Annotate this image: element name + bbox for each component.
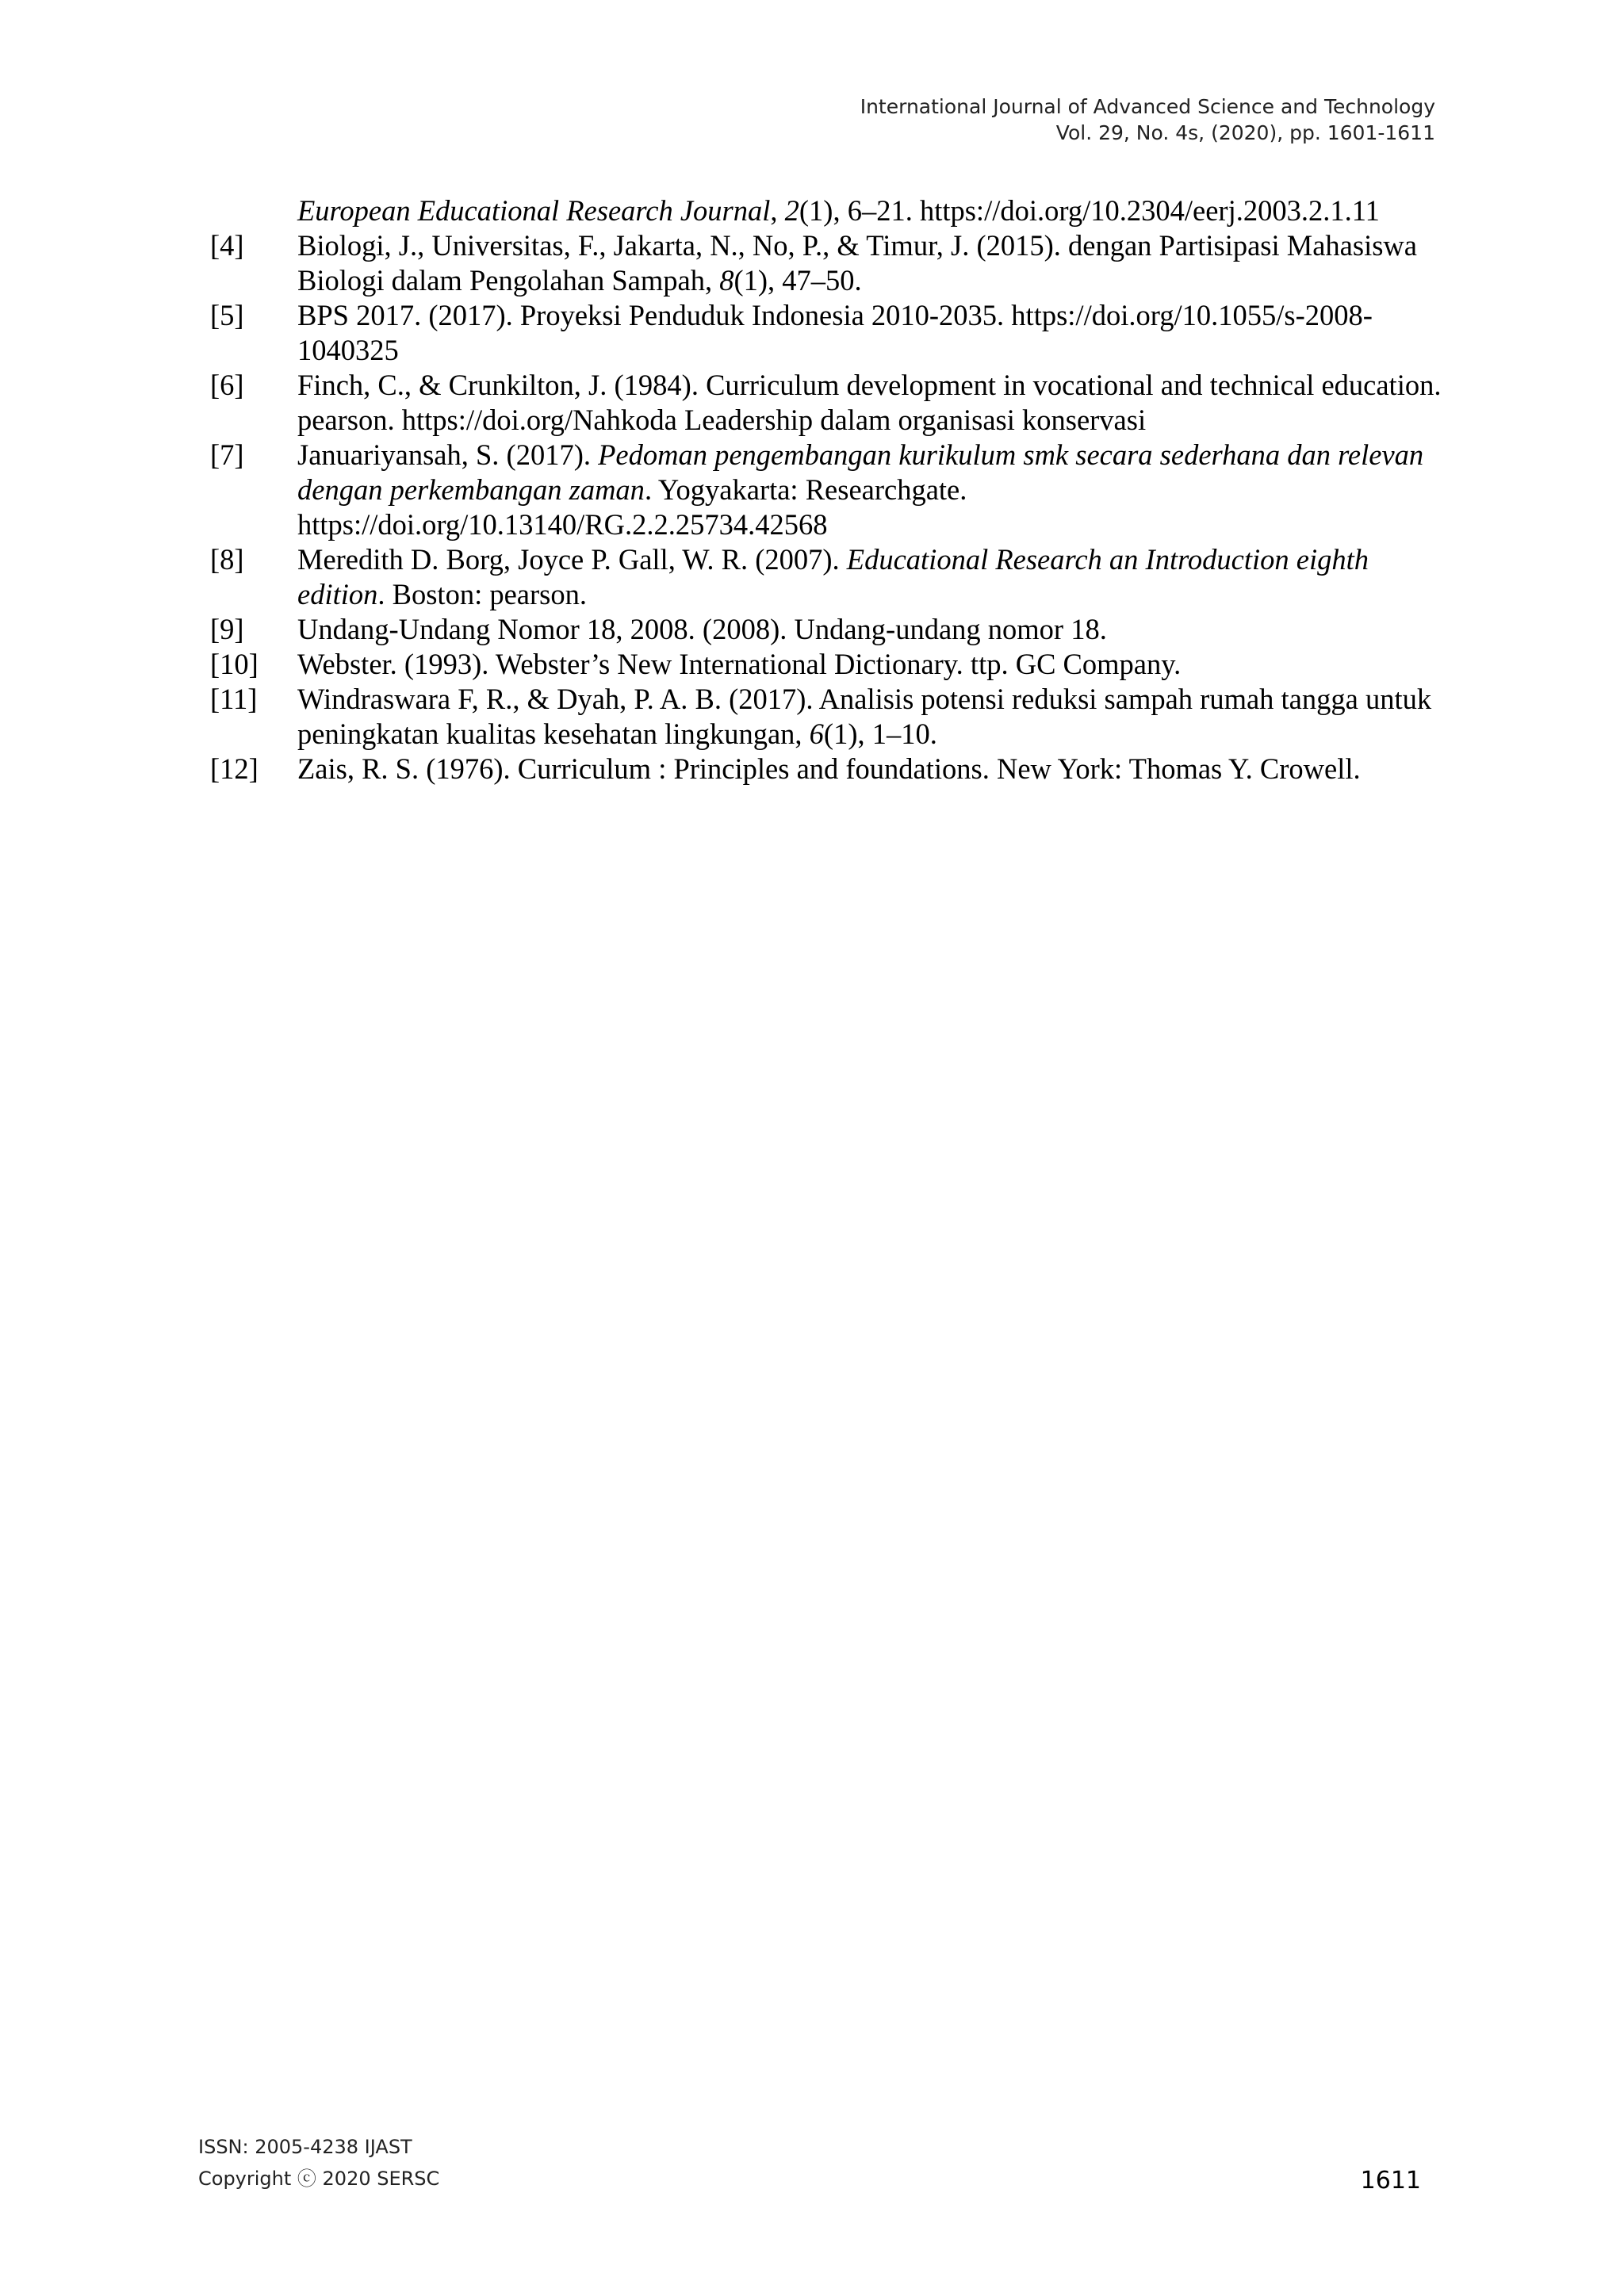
reference-item — [210, 542, 1447, 612]
reference-text — [297, 228, 1447, 298]
journal-volume: Vol. 29, No. 4s, (2020), pp. 1601-1611 — [1055, 121, 1435, 144]
reference-text — [297, 612, 1447, 647]
reference-list — [210, 193, 1447, 786]
reference-number: [6] — [210, 369, 244, 401]
reference-item — [210, 647, 1447, 682]
reference-number: [12] — [210, 752, 259, 785]
reference-part: Undang-Undang Nomor 18, 2008. (2008). Undang-undang nomor 18. — [297, 613, 1107, 645]
reference-italic-part: 8 — [719, 264, 734, 297]
running-header — [642, 94, 1435, 146]
reference-part: Biologi, J., Universitas, F., Jakarta, N., No, P., & Timur, J. (2015). dengan Partisipasi Mahasiswa Biologi dalam Pengolahan Sampah, — [297, 229, 1417, 297]
reference-part: Januariyansah, S. (2017). — [297, 438, 599, 471]
reference-part: Meredith D. Borg, Joyce P. Gall, W. R. (2007). — [297, 543, 847, 576]
reference-part: (1), 6–21. https://doi.org/10.2304/eerj.2003.2.1.11 — [799, 194, 1380, 227]
footer-issn: ISSN: 2005-4238 IJAST — [198, 2136, 412, 2158]
reference-item — [210, 682, 1447, 752]
reference-text — [297, 193, 1447, 228]
page-number: 1611 — [1360, 2167, 1421, 2195]
reference-part: (1), 1–10. — [823, 718, 937, 750]
reference-number: [8] — [210, 543, 244, 576]
reference-number: [7] — [210, 438, 244, 471]
reference-italic-part: 2 — [784, 194, 799, 227]
reference-item — [210, 193, 1447, 228]
reference-part: (1), 47–50. — [733, 264, 862, 297]
reference-text — [297, 647, 1447, 682]
reference-text — [297, 752, 1447, 786]
reference-number: [5] — [210, 299, 244, 331]
reference-italic-part: European Educational Research Journal — [297, 194, 771, 227]
reference-part: , — [770, 194, 785, 227]
reference-part: . Boston: pearson. — [377, 578, 587, 610]
reference-number: [10] — [210, 648, 259, 680]
footer — [198, 2131, 439, 2195]
journal-title: International Journal of Advanced Science and Technology — [860, 95, 1435, 118]
reference-item — [210, 228, 1447, 298]
reference-part: Finch, C., & Crunkilton, J. (1984). Curriculum development in vocational and technical education. pearson. https://doi.org/Nahkoda Leadership dalam organisasi konservasi — [297, 369, 1442, 436]
reference-number: [9] — [210, 613, 244, 645]
reference-italic-part: Educational Research an Introduction eighth edition — [297, 543, 1369, 610]
reference-item — [210, 752, 1447, 786]
footer-copyright: Copyright ⓒ 2020 SERSC — [198, 2168, 440, 2190]
reference-text — [297, 682, 1447, 752]
reference-item — [210, 368, 1447, 438]
reference-italic-part: Pedoman pengembangan kurikulum smk secara sederhana dan relevan dengan perkembangan zaman — [297, 438, 1424, 506]
reference-part: Webster. (1993). Webster’s New International Dictionary. ttp. GC Company. — [297, 648, 1182, 680]
reference-text — [297, 298, 1447, 368]
reference-part: Windraswara F, R., & Dyah, P. A. B. (2017). Analisis potensi reduksi sampah rumah tangga untuk peningkatan kualitas kesehatan lingkungan, — [297, 683, 1432, 750]
reference-text — [297, 368, 1447, 438]
reference-italic-part: 6 — [809, 718, 824, 750]
reference-number: [11] — [210, 683, 258, 715]
reference-item — [210, 298, 1447, 368]
reference-item — [210, 612, 1447, 647]
reference-part: Zais, R. S. (1976). Curriculum : Principles and foundations. New York: Thomas Y. Crowell. — [297, 752, 1361, 785]
reference-part: . Yogyakarta: Researchgate. https://doi.org/10.13140/RG.2.2.25734.42568 — [297, 473, 967, 541]
reference-part: BPS 2017. (2017). Proyeksi Penduduk Indonesia 2010-2035. https://doi.org/10.1055/s-2008-1040325 — [297, 299, 1373, 366]
reference-item — [210, 438, 1447, 542]
reference-text — [297, 438, 1447, 542]
reference-number: [4] — [210, 229, 244, 262]
reference-text — [297, 542, 1447, 612]
